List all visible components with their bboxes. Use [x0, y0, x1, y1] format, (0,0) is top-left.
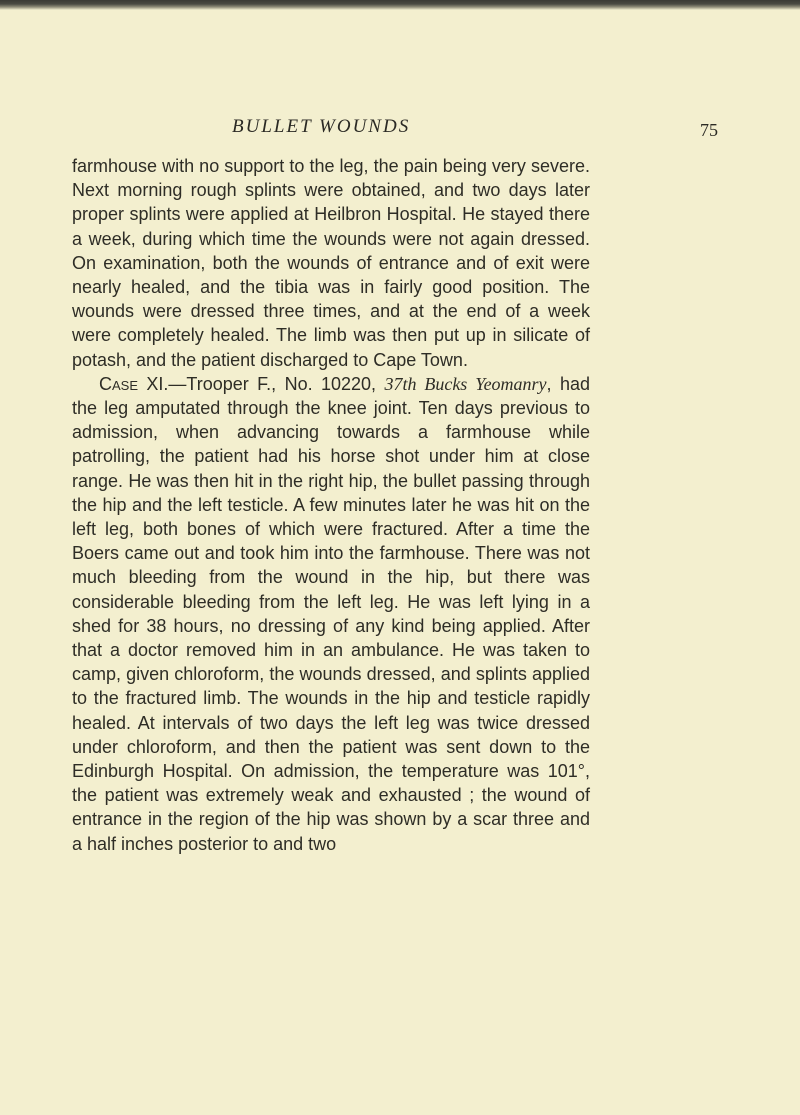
running-head	[0, 116, 800, 146]
regiment-name: 37th Bucks Yeomanry	[384, 373, 547, 394]
paragraph-continuation: farmhouse with no support to the leg, the pain being very severe. Next morning rough splints were obtained, and two days later proper splints were applied at Heilbron Hospital. He stayed there a week, during which time the wounds were not again dressed. On examination, both the wounds of entrance and of exit were nearly healed, and the tibia was in fairly good position. The wounds were dressed three times, and at the end of a week were completely healed. The limb was then put up in silicate of potash, and the patient discharged to Cape Town.	[72, 156, 590, 370]
case-body: , had the leg amputated through the knee joint. Ten days previous to admission, when advancing towards a farmhouse while patrolling, the patient had his horse shot under him at close range. He was then hit in the right hip, the bullet passing through the hip and the left testicle. A few minutes later he was hit on the left leg, both bones of which were fractured. After a time the Boers came out and took him into the farmhouse. There was not much bleeding from the wound in the hip, but there was considerable bleeding from the left leg. He was left lying in a shed for 38 hours, no dressing of any kind being applied. After that a doctor removed him in an ambulance. He was taken to camp, given chloroform, the wounds dressed, and splints applied to the fractured limb. The wounds in the hip and testicle rapidly healed. At intervals of two days the left leg was twice dressed under chloroform, and then the patient was sent down to the Edinburgh Hospital. On admission, the temperature was 101°, the patient was extremely weak and exhausted ; the wound of entrance in the region of the hip was shown by a scar three and a half inches posterior to and two	[72, 373, 590, 854]
page-number: 75	[700, 120, 718, 140]
case-lead: —Trooper F., No. 10220,	[168, 373, 385, 394]
case-label: Case XI.	[99, 373, 169, 394]
body-text	[72, 154, 590, 856]
paragraph-case-xi	[72, 372, 590, 856]
running-head-title: BULLET WOUNDS	[232, 116, 411, 137]
